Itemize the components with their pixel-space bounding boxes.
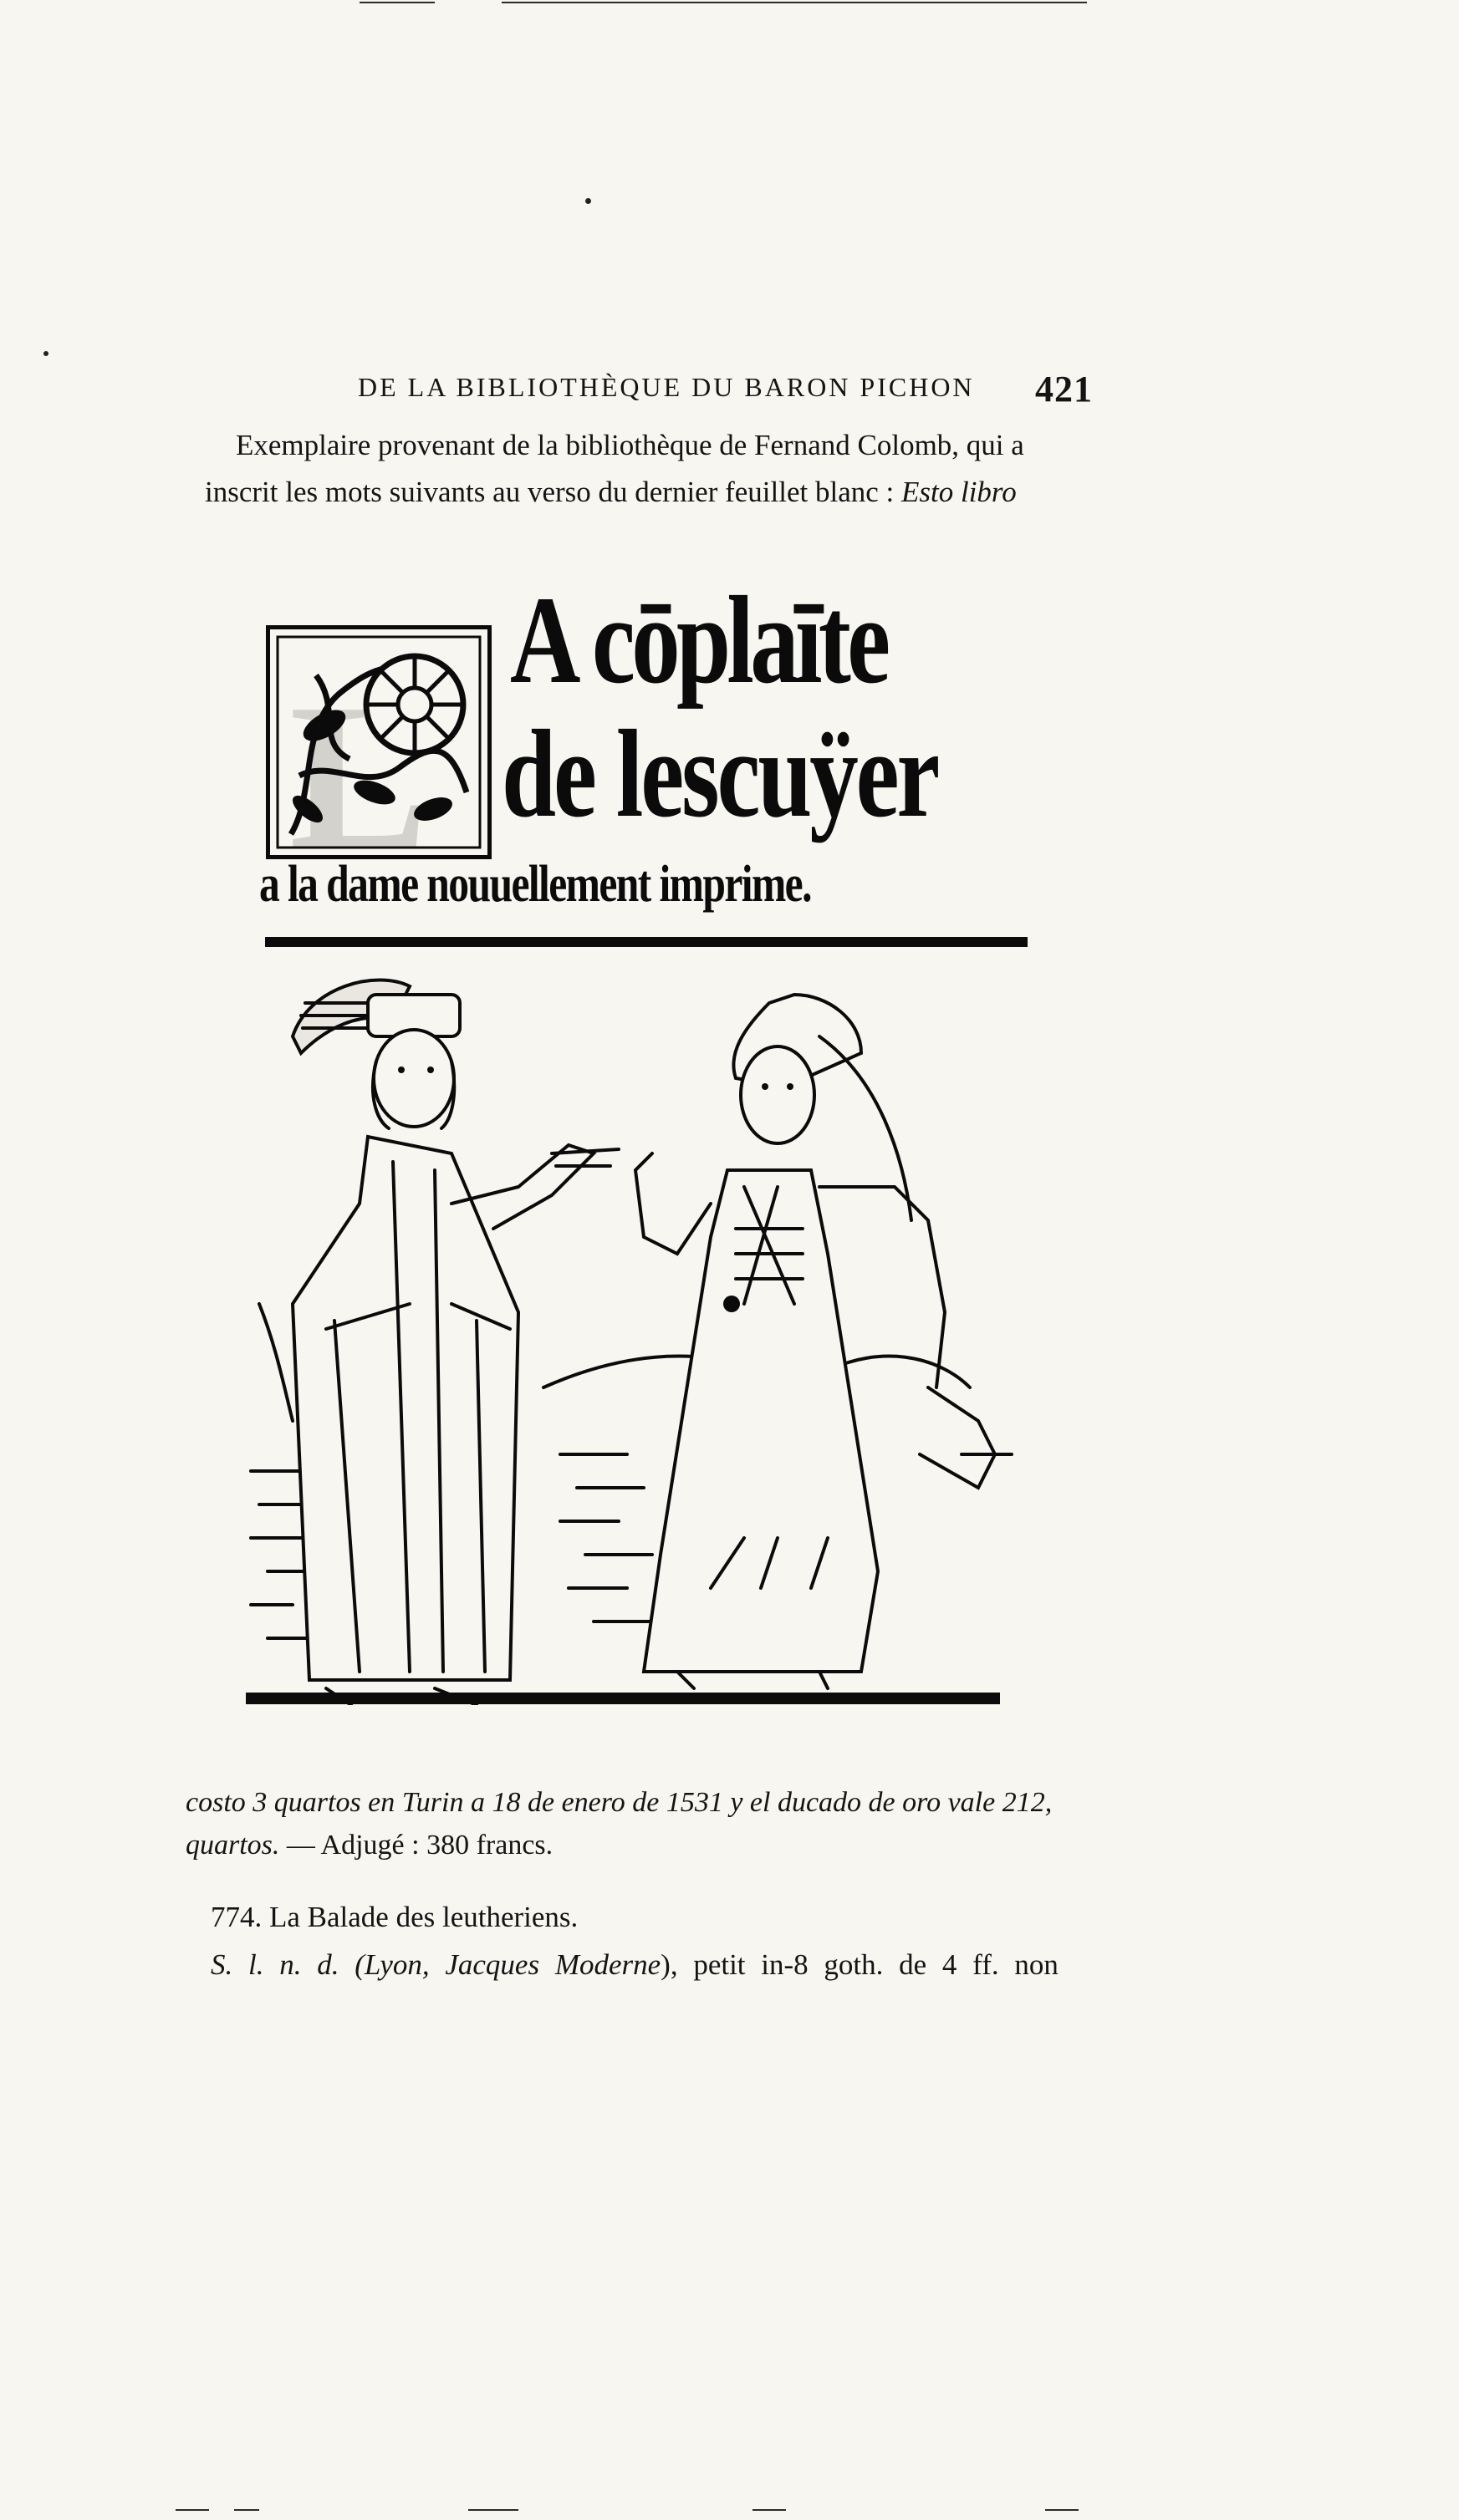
woodcut-illustration-icon xyxy=(242,953,1028,1705)
decorated-initial-icon xyxy=(266,625,492,859)
entry-title: La Balade des leutheriens. xyxy=(269,1901,579,1933)
note-line-1: costo 3 quartos en Turin a 18 de enero de 1531 y el ducado de oro vale 212, xyxy=(186,1787,1053,1818)
scan-speck-2 xyxy=(43,351,48,356)
intro-line-1: Exemplaire provenant de la bibliothèque de Fernand Colomb, qui a xyxy=(236,429,1024,461)
woodcut-bottom-rule xyxy=(246,1693,1000,1704)
note-line-2-roman: — Adjugé : 380 francs. xyxy=(279,1830,554,1861)
scan-artifact-bottom-3 xyxy=(468,2509,518,2511)
scan-artifact-bottom-2 xyxy=(234,2509,259,2511)
intro-line-2-roman: inscrit les mots suivants au verso du dernier feuillet blanc : xyxy=(205,476,901,508)
woodcut-title-line-2: de lescuÿer xyxy=(502,705,938,843)
entry-imprint xyxy=(211,1948,1059,1982)
note-line-2 xyxy=(186,1830,553,1861)
woodcut-title-line-1: A cōplaīte xyxy=(510,571,887,710)
woodcut-title-line-3: a la dame nouuellement imprime. xyxy=(259,856,811,913)
imprint-roman: ), petit in-8 goth. de 4 ff. non xyxy=(661,1948,1059,1981)
scan-speck xyxy=(585,198,591,204)
scan-artifact-bottom-1 xyxy=(176,2509,209,2511)
scan-artifact-bottom-5 xyxy=(1045,2509,1079,2511)
intro-line-2-italic: Esto libro xyxy=(901,476,1017,508)
imprint-italic-1: S. l. n. d. ( xyxy=(211,1948,365,1981)
scan-artifact-bottom-4 xyxy=(752,2509,786,2511)
note-line-2-italic: quartos. xyxy=(186,1830,280,1861)
woodcut-title-block xyxy=(251,568,1045,919)
entry-number: 774. xyxy=(211,1901,263,1933)
entry-heading xyxy=(211,1901,578,1934)
scan-artifact-top-2 xyxy=(502,2,1087,3)
scan-artifact-top xyxy=(360,2,435,3)
page-number: 421 xyxy=(1035,369,1093,410)
woodcut-top-rule xyxy=(265,937,1028,947)
running-header: DE LA BIBLIOTHÈQUE DU BARON PICHON xyxy=(358,372,975,402)
imprint-italic-2: Lyon, Jacques Moderne xyxy=(364,1948,661,1981)
initial-letter: L xyxy=(289,661,429,859)
intro-line-2 xyxy=(205,476,1017,509)
